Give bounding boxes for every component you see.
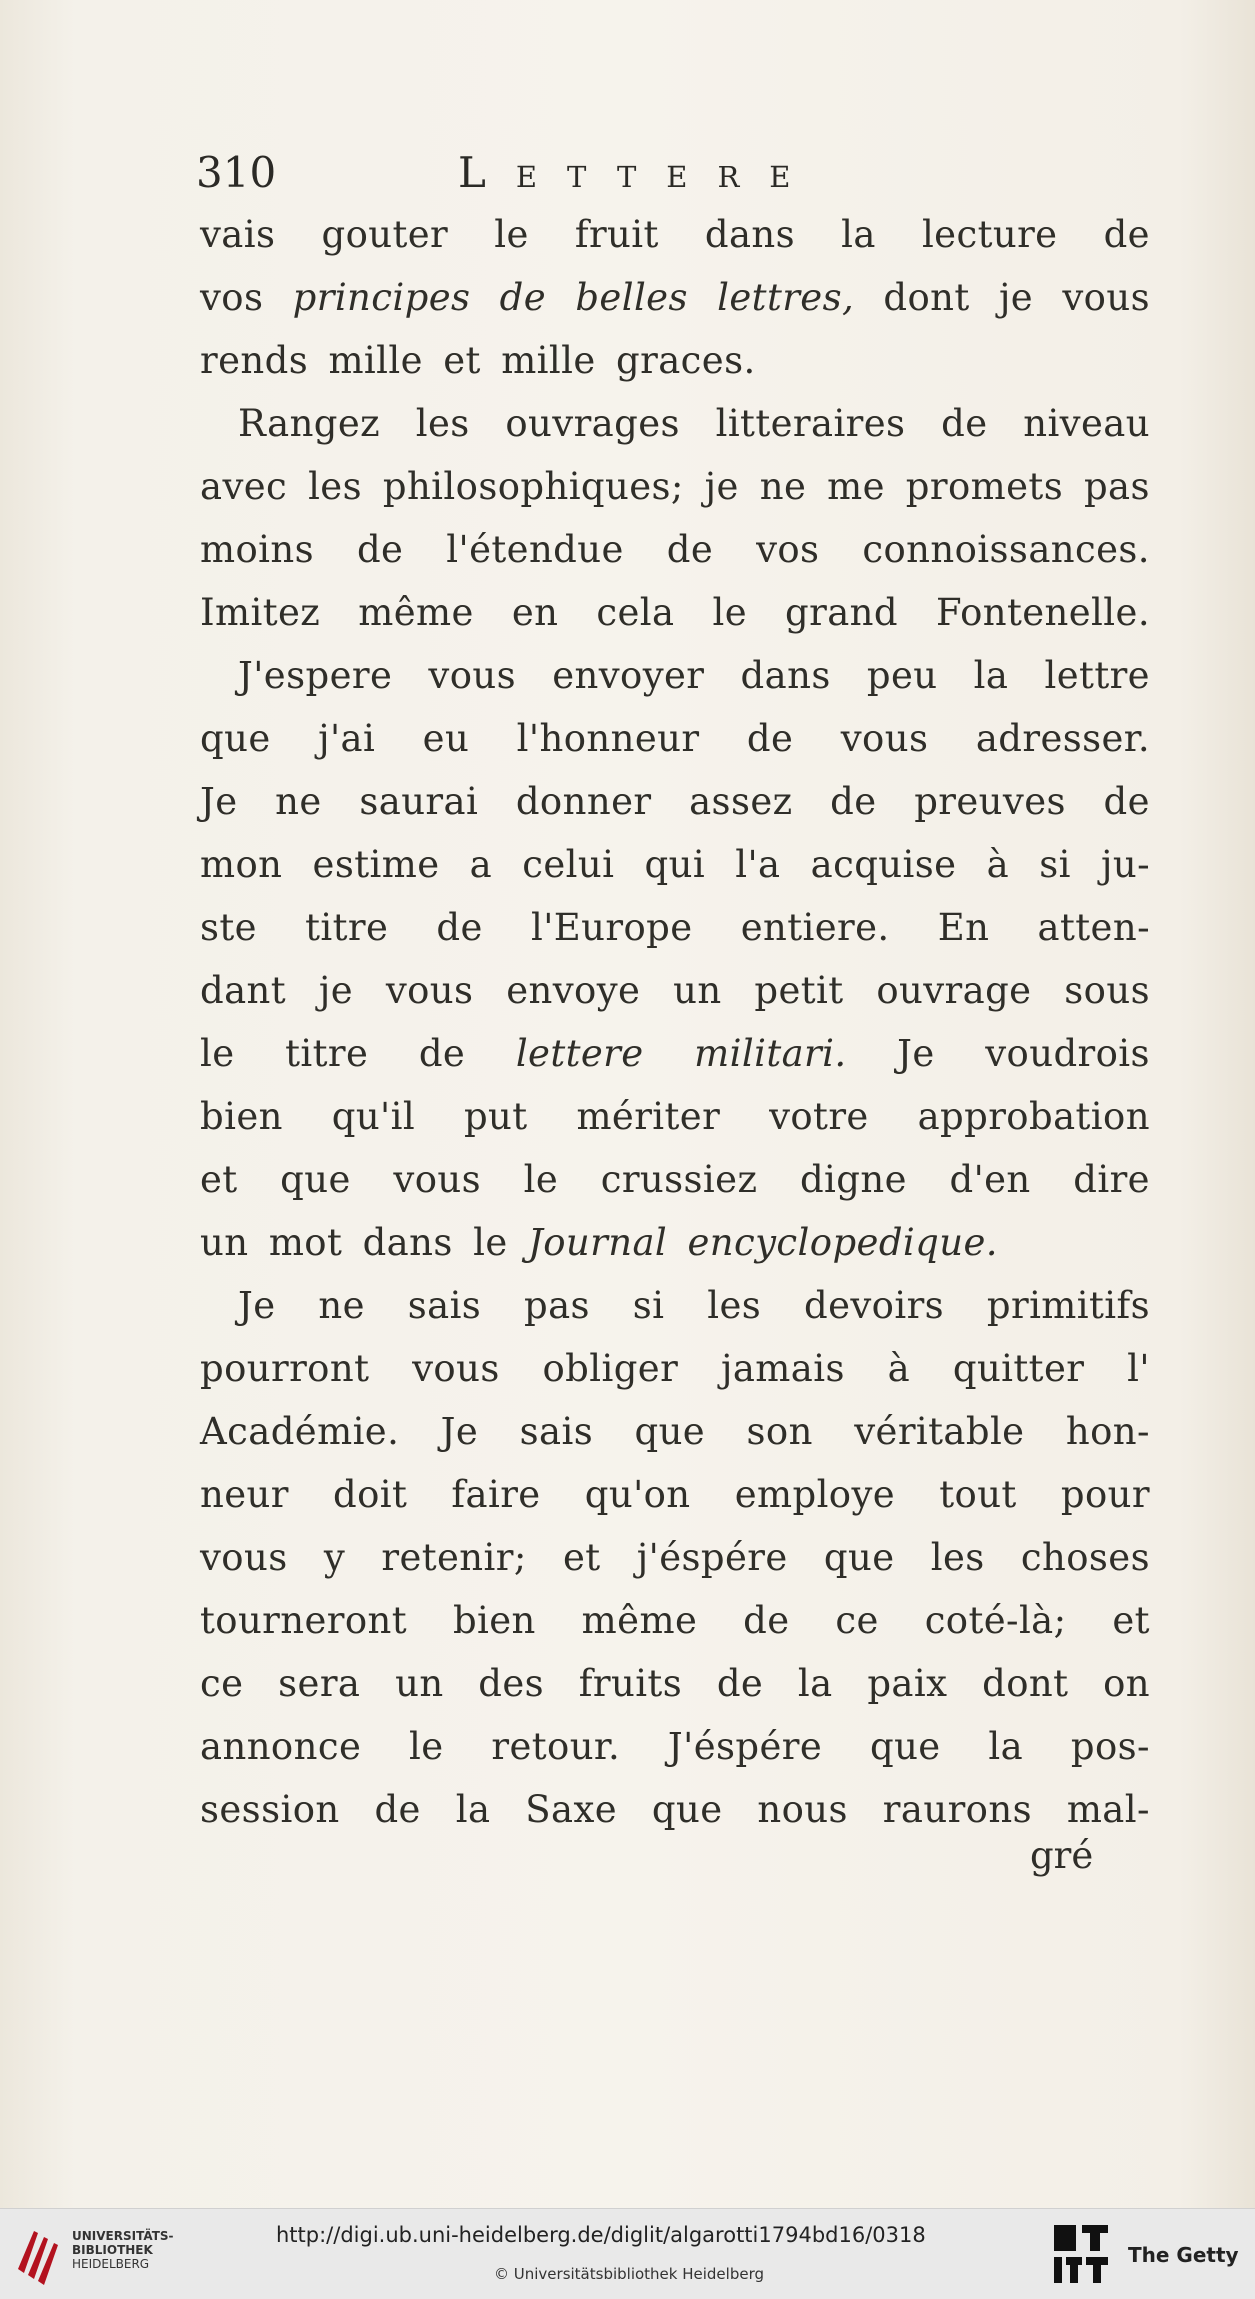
- word: estime: [312, 843, 440, 886]
- word: a: [469, 843, 493, 886]
- word: pour: [1060, 1473, 1150, 1516]
- word: son: [746, 1410, 813, 1453]
- text-line: [200, 833, 1150, 896]
- word: de: [941, 402, 988, 445]
- getty-logo-icon: [1052, 2223, 1110, 2285]
- word: de: [418, 1032, 466, 1075]
- word: En: [937, 906, 990, 949]
- word: mon: [200, 843, 283, 886]
- word: put: [463, 1095, 528, 1138]
- text-line: [200, 1652, 1150, 1715]
- word: doit: [333, 1473, 408, 1516]
- text-line: [200, 1589, 1150, 1652]
- word: la: [988, 1725, 1024, 1768]
- word: que: [200, 717, 271, 760]
- word: J'espere: [238, 654, 393, 697]
- word: j'éspére: [636, 1536, 788, 1579]
- word: rends: [200, 339, 309, 382]
- word: de: [746, 717, 794, 760]
- library-name-line-2: BIBLIOTHEK: [72, 2243, 153, 2257]
- word: employe: [734, 1473, 896, 1516]
- italic-word: encyclopedique.: [687, 1221, 998, 1264]
- word: bien: [452, 1599, 536, 1642]
- word: l'honneur: [516, 717, 700, 760]
- word: dans: [362, 1221, 453, 1264]
- word: acquise: [810, 843, 957, 886]
- word: de: [743, 1599, 790, 1642]
- word: peu: [866, 654, 938, 697]
- word: Imitez: [200, 591, 321, 634]
- word: me: [827, 465, 885, 508]
- word: Académie.: [200, 1410, 400, 1453]
- text-line: [200, 959, 1150, 1022]
- word: votre: [769, 1095, 869, 1138]
- word: annonce: [200, 1725, 362, 1768]
- word: que: [651, 1788, 723, 1831]
- word: Je: [897, 1032, 935, 1075]
- word: mille: [501, 339, 596, 382]
- page-header: [196, 148, 1136, 198]
- word: que: [869, 1725, 941, 1768]
- word: dans: [704, 213, 796, 256]
- word: celui: [522, 843, 615, 886]
- word: philosophiques;: [382, 465, 684, 508]
- word: pas: [1083, 465, 1150, 508]
- word: connoissances.: [862, 528, 1150, 571]
- word: session: [200, 1788, 340, 1831]
- word: sera: [278, 1662, 361, 1705]
- text-line: [200, 518, 1150, 581]
- word: même: [581, 1599, 698, 1642]
- word: quitter: [952, 1347, 1085, 1390]
- word: le: [494, 213, 529, 256]
- text-line: [200, 1400, 1150, 1463]
- word: ce: [835, 1599, 879, 1642]
- word: et: [443, 339, 481, 382]
- copyright-notice: © Universitätsbibliothek Heidelberg: [494, 2265, 765, 2283]
- word: faire: [451, 1473, 541, 1516]
- word: je: [998, 276, 1034, 319]
- text-line: [200, 1463, 1150, 1526]
- word: digne: [799, 1158, 907, 1201]
- italic-word: de: [499, 276, 547, 319]
- letter-text: [200, 203, 1150, 1841]
- word: ju-: [1100, 843, 1150, 886]
- text-line: [200, 1337, 1150, 1400]
- word: le: [409, 1725, 444, 1768]
- word: je: [704, 465, 739, 508]
- word: preuves: [914, 780, 1066, 823]
- italic-word: militari.: [694, 1032, 847, 1075]
- word: fruits: [578, 1662, 683, 1705]
- word: petit: [754, 969, 844, 1012]
- word: choses: [1020, 1536, 1150, 1579]
- word: de: [436, 906, 483, 949]
- word: de: [356, 528, 404, 571]
- partner-name: The Getty: [1128, 2243, 1239, 2267]
- word: à: [986, 843, 1010, 886]
- word: assez: [689, 780, 793, 823]
- word: ouvrages: [505, 402, 680, 445]
- word: les: [415, 402, 470, 445]
- word: de: [830, 780, 877, 823]
- text-line: [200, 1148, 1150, 1211]
- word: promets: [905, 465, 1064, 508]
- library-name-line-1: UNIVERSITÄTS-: [72, 2229, 174, 2243]
- word: envoyer: [552, 654, 705, 697]
- word: hon-: [1065, 1410, 1150, 1453]
- word: obliger: [542, 1347, 679, 1390]
- word: mal-: [1066, 1788, 1150, 1831]
- word: ne: [759, 465, 807, 508]
- word: j'ai: [318, 717, 376, 760]
- word: adresser.: [975, 717, 1150, 760]
- text-line: [200, 1778, 1150, 1841]
- italic-word: lettere: [515, 1032, 644, 1075]
- word: de: [1103, 213, 1150, 256]
- word: de: [374, 1788, 421, 1831]
- word: le: [712, 591, 748, 634]
- word: de: [716, 1662, 764, 1705]
- word: de: [666, 528, 714, 571]
- italic-word: lettres,: [717, 276, 855, 319]
- word: de: [1103, 780, 1150, 823]
- word: dant: [200, 969, 287, 1012]
- word: grand: [785, 591, 898, 634]
- page-number: 310: [196, 148, 277, 197]
- word: le: [473, 1221, 508, 1264]
- text-line: [200, 203, 1150, 266]
- word: le: [200, 1032, 235, 1075]
- word: d'en: [949, 1158, 1031, 1201]
- word: que: [634, 1410, 706, 1453]
- word: vous: [393, 1158, 481, 1201]
- word: retenir;: [381, 1536, 527, 1579]
- text-line: [200, 644, 1150, 707]
- word: l'étendue: [446, 528, 624, 571]
- word: un: [673, 969, 722, 1012]
- permalink-url[interactable]: http://digi.ub.uni-heidelberg.de/diglit/algarotti1794bd16/0318: [276, 2223, 926, 2247]
- word: et: [1112, 1599, 1150, 1642]
- word: avec: [200, 465, 288, 508]
- word: si: [632, 1284, 665, 1327]
- word: un: [200, 1221, 249, 1264]
- word: que: [280, 1158, 351, 1201]
- word: neur: [200, 1473, 289, 1516]
- word: la: [973, 654, 1009, 697]
- word: Saxe: [525, 1788, 618, 1831]
- text-line: [200, 1085, 1150, 1148]
- word: paix: [867, 1662, 948, 1705]
- running-head: Lettere: [458, 148, 821, 197]
- italic-word: belles: [575, 276, 688, 319]
- word: sais: [519, 1410, 594, 1453]
- word: envoye: [506, 969, 641, 1012]
- word: ste: [200, 906, 257, 949]
- word: nous: [757, 1788, 848, 1831]
- text-line: [200, 1526, 1150, 1589]
- word: sais: [407, 1284, 482, 1327]
- word: vais: [200, 213, 276, 256]
- word: tourneront: [200, 1599, 408, 1642]
- word: vous: [1062, 276, 1150, 319]
- word: mériter: [576, 1095, 721, 1138]
- word: même: [358, 591, 474, 634]
- word: litteraires: [715, 402, 906, 445]
- text-line: [200, 1211, 1150, 1274]
- word: dont: [982, 1662, 1069, 1705]
- university-library-logo-icon: [14, 2223, 66, 2285]
- word: raurons: [882, 1788, 1032, 1831]
- word: et: [200, 1158, 238, 1201]
- word: mot: [268, 1221, 343, 1264]
- word: les: [930, 1536, 985, 1579]
- text-line: [200, 1022, 1150, 1085]
- word: sous: [1064, 969, 1150, 1012]
- word: si: [1039, 843, 1071, 886]
- word: devoirs: [803, 1284, 945, 1327]
- word: J'éspére: [667, 1725, 823, 1768]
- word: voudrois: [985, 1032, 1150, 1075]
- word: lettre: [1044, 654, 1150, 697]
- word: Fontenelle.: [936, 591, 1150, 634]
- word: saurai: [359, 780, 479, 823]
- word: on: [1103, 1662, 1150, 1705]
- word: tout: [939, 1473, 1017, 1516]
- word: crussiez: [600, 1158, 758, 1201]
- word: Rangez: [238, 402, 381, 445]
- word: cela: [596, 591, 675, 634]
- word: dire: [1073, 1158, 1150, 1201]
- word: que: [823, 1536, 895, 1579]
- word: ne: [275, 780, 322, 823]
- word: ce: [200, 1662, 244, 1705]
- word: pos-: [1070, 1725, 1150, 1768]
- word: les: [707, 1284, 762, 1327]
- viewer-footer: [0, 2208, 1255, 2299]
- word: primitifs: [986, 1284, 1150, 1327]
- word: des: [478, 1662, 545, 1705]
- word: l'Europe: [530, 906, 693, 949]
- word: approbation: [917, 1095, 1150, 1138]
- word: l': [1127, 1347, 1150, 1390]
- word: lecture: [921, 213, 1058, 256]
- italic-word: Journal: [527, 1221, 668, 1264]
- word: vos: [200, 276, 264, 319]
- word: titre: [285, 1032, 369, 1075]
- italic-word: principes: [292, 276, 471, 319]
- word: ne: [318, 1284, 365, 1327]
- text-line: [200, 266, 1150, 329]
- word: à: [887, 1347, 911, 1390]
- word: pas: [524, 1284, 590, 1327]
- word: atten-: [1037, 906, 1150, 949]
- word: vous: [412, 1347, 500, 1390]
- word: l'a: [735, 843, 781, 886]
- word: la: [455, 1788, 491, 1831]
- word: vous: [200, 1536, 288, 1579]
- word: je: [318, 969, 354, 1012]
- word: qui: [644, 843, 706, 886]
- text-line: [200, 581, 1150, 644]
- word: vous: [428, 654, 517, 697]
- word: moins: [200, 528, 315, 571]
- word: en: [511, 591, 559, 634]
- word: vous: [385, 969, 474, 1012]
- word: vous: [840, 717, 929, 760]
- word: niveau: [1023, 402, 1150, 445]
- word: vos: [756, 528, 820, 571]
- word: y: [323, 1536, 346, 1579]
- word: retour.: [491, 1725, 621, 1768]
- library-name: [72, 2229, 174, 2271]
- word: un: [395, 1662, 444, 1705]
- word: titre: [305, 906, 389, 949]
- word: la: [841, 213, 876, 256]
- word: Je: [440, 1410, 479, 1453]
- word: fruit: [574, 213, 659, 256]
- word: coté-là;: [924, 1599, 1067, 1642]
- text-line: [200, 329, 1150, 392]
- word: graces.: [616, 339, 756, 382]
- catchword: gré: [1030, 1834, 1094, 1877]
- word: la: [797, 1662, 833, 1705]
- word: et: [562, 1536, 601, 1579]
- text-line: [200, 455, 1150, 518]
- word: le: [523, 1158, 559, 1201]
- word: eu: [422, 717, 470, 760]
- word: qu'on: [584, 1473, 691, 1516]
- word: entiere.: [740, 906, 890, 949]
- word: pourront: [200, 1347, 370, 1390]
- word: Je: [200, 780, 238, 823]
- library-name-line-3: HEIDELBERG: [72, 2257, 150, 2271]
- word: Je: [238, 1284, 276, 1327]
- word: gouter: [321, 213, 449, 256]
- text-line: [200, 707, 1150, 770]
- text-line: [200, 392, 1150, 455]
- word: les: [308, 465, 362, 508]
- text-line: [200, 896, 1150, 959]
- text-line: [200, 770, 1150, 833]
- word: bien: [200, 1095, 283, 1138]
- word: dans: [740, 654, 831, 697]
- word: véritable: [854, 1410, 1025, 1453]
- word: mille: [328, 339, 423, 382]
- word: jamais: [720, 1347, 845, 1390]
- text-line: [200, 1274, 1150, 1337]
- text-line: [200, 1715, 1150, 1778]
- word: ouvrage: [876, 969, 1032, 1012]
- word: dont: [883, 276, 970, 319]
- word: donner: [515, 780, 652, 823]
- word: qu'il: [331, 1095, 416, 1138]
